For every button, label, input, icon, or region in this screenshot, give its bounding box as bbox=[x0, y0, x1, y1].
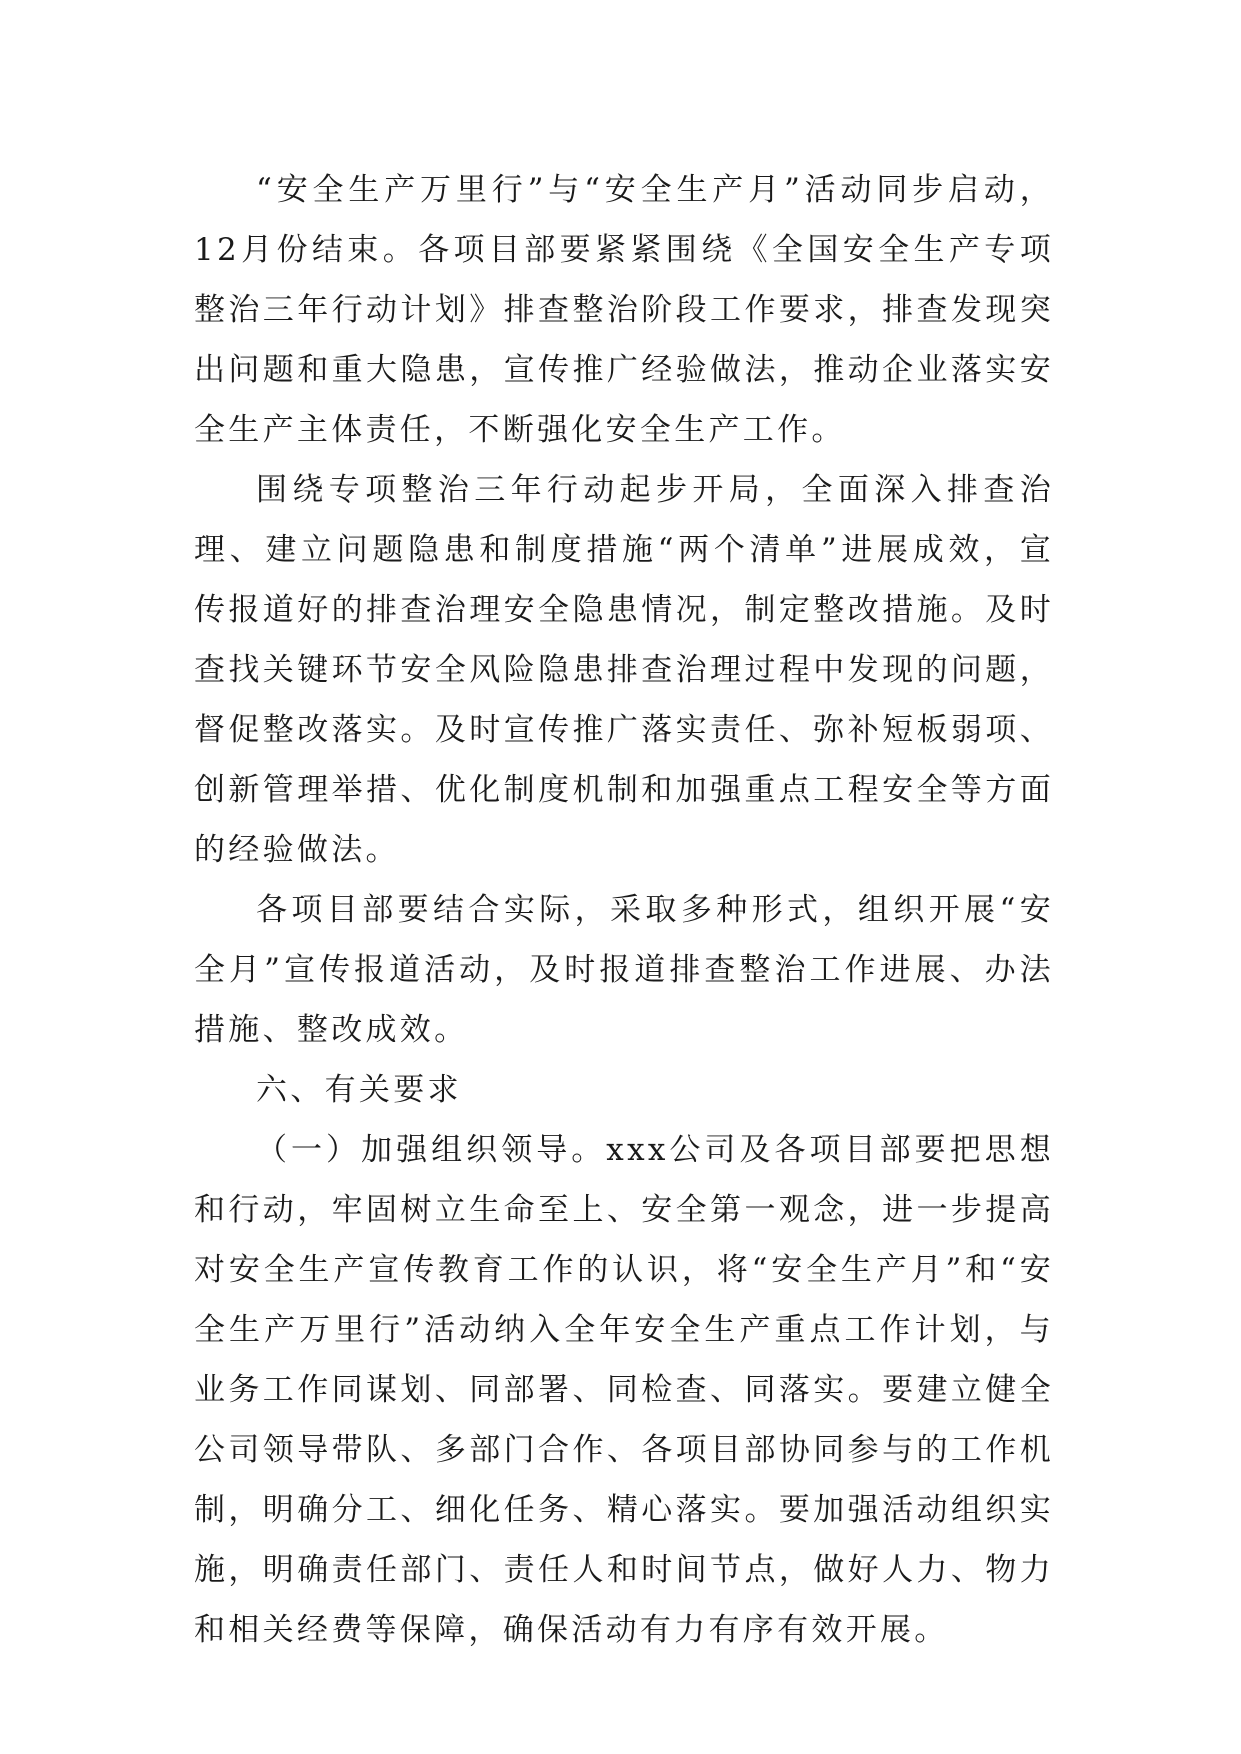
paragraph-rectification: 围绕专项整治三年行动起步开局，全面深入排查治理、建立问题隐患和制度措施“两个清单”进展成效，宣传报道好的排查治理安全隐患情况，制定整改措施。及时查找关键环节安全风险隐患排查治理过程中发现的问题，督促整改落实。及时宣传推广落实责任、弥补短板弱项、创新管理举措、优化制度机制和加强重点工程安全等方面的经验做法。 bbox=[194, 472, 1054, 868]
paragraph-activity-launch: “安全生产万里行”与“安全生产月”活动同步启动，12月份结束。各项目部要紧紧围绕《全国安全生产专项整治三年行动计划》排查整治阶段工作要求，排查发现突出问题和重大隐患，宣传推广经验做法，推动企业落实安全生产主体责任，不断强化安全生产工作。 bbox=[194, 172, 1054, 448]
paragraph-organization: （一）加强组织领导。xxx公司及各项目部要把思想和行动，牢固树立生命至上、安全第一观念，进一步提高对安全生产宣传教育工作的认识，将“安全生产月”和“安全生产万里行”活动纳入全年安全生产重点工作计划，与业务工作同谋划、同部署、同检查、同落实。要建立健全公司领导带队、多部门合作、各项目部协同参与的工作机制，明确分工、细化任务、精心落实。要加强活动组织实施，明确责任部门、责任人和时间节点，做好人力、物力和相关经费等保障，确保活动有力有序有效开展。 bbox=[194, 1132, 1054, 1648]
document-body bbox=[194, 160, 1054, 1660]
section-heading-requirements: 六、有关要求 bbox=[256, 1072, 462, 1108]
paragraph-reporting: 各项目部要结合实际，采取多种形式，组织开展“安全月”宣传报道活动，及时报道排查整治工作进展、办法措施、整改成效。 bbox=[194, 892, 1054, 1048]
